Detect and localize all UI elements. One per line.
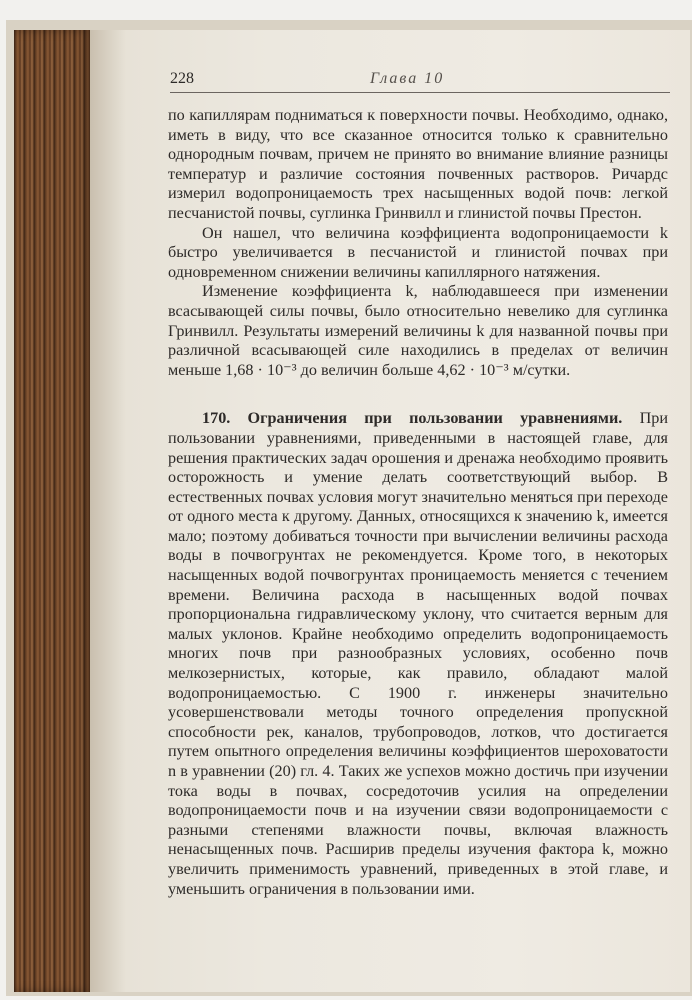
- body-text: [168, 106, 668, 899]
- section-170: [168, 409, 668, 899]
- paragraph-coefficient-increase: Он нашел, что величина коэффициента водопроницаемости k быстро увеличивается в песчанистой и глинистой почвах при одновременном снижении величины капиллярного натяжения.: [168, 223, 668, 281]
- page-header: [170, 70, 670, 93]
- book-page: [90, 30, 690, 992]
- paragraph-coefficient-change: Изменение коэффициента k, наблюдавшееся при изменении всасывающей силы почвы, было относительно невелико для суглинка Гринвилл. Результаты измерений величины k для названной почвы при различной всасывающей силе находились в пределах от величин меньше 1,68 · 10⁻³ до величин больше 4,62 · 10⁻³ м/сутки.: [168, 282, 668, 379]
- running-head: Глава 10: [370, 70, 445, 87]
- page-number: 228: [170, 70, 194, 87]
- book-page-edges: [14, 30, 92, 992]
- section-text: При пользовании уравнениями, приведенными в настоящей главе, для решения практических задач орошения и дренажа необходимо проявить осторожность и умение делать соответствующий выбор. В естественных почвах условия могут значительно меняться при переходе от одного места к другому. Данных, относящихся к значению k, имеется мало; поэтому добиваться точности при вычислении величины расхода воды в почвогрунтах не рекомендуется. Кроме того, в некоторых насыщенных водой почвогрунтах проницаемость меняется с течением времени. Величина расхода в насыщенных водой почвах пропорциональна гидравлическому уклону, что считается верным для малых уклонов. Крайне необходимо определить водопроницаемость многих почв при разнообразных условиях, особенно почв мелкозернистых, которые, как правило, обладают малой водопроницаемостью. С 1900 г. инженеры значительно усовершенствовали методы точного определения пропускной способности рек, каналов, трубопроводов, лотков, что достигается путем опытного определения величины коэффициентов шероховатости n в уравнении (20) гл. 4. Таких же успехов можно достичь при изучении тока воды в почвах, сосредоточив усилия на определении водопроницаемости почв и на изучении связи водопроницаемости с разными степенями влажности почвы, включая влажность ненасыщенных почв. Расширив пределы изучения фактора k, можно увеличить применимость уравнений, приведенных в этой главе, и уменьшить ограничения в пользовании ими.: [168, 409, 669, 898]
- paragraph-continuation: по капиллярам подниматься к поверхности почвы. Необходимо, однако, иметь в виду, что все сказанное относится только к сравнительно однородным почвам, причем не принято во внимание влияние разницы температур и различие состояния почвенных растворов. Ричардс измерил водопроницаемость трех насыщенных водой почв: легкой песчанистой почвы, суглинка Гринвилл и глинистой почвы Престон.: [168, 106, 668, 222]
- section-heading: 170. Ограничения при пользовании уравнениями.: [202, 409, 623, 428]
